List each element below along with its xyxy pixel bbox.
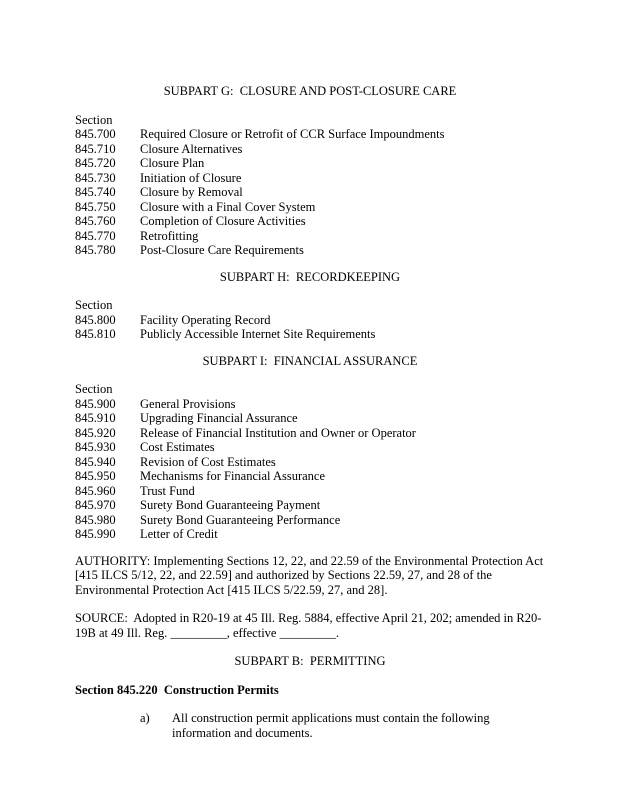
section-number: 845.950 bbox=[75, 469, 116, 483]
section-title: Letter of Credit bbox=[140, 527, 218, 541]
section-title: Retrofitting bbox=[140, 228, 199, 243]
authority-paragraph: AUTHORITY: Implementing Sections 12, 22, and 22.59 of the Environmental Protection Act [415 ILCS 5/12, 22, and 22.59] and authorized by Sections 22.59, 27, and 28 of the Environmental Protection Act [415 ILCS 5/22.59, 27, and 28]. bbox=[75, 553, 547, 597]
section-title: Closure Alternatives bbox=[140, 141, 243, 156]
section-title: Release of Financial Institution and Owner or Operator bbox=[140, 425, 416, 440]
section-number: 845.920 bbox=[75, 425, 116, 440]
section-number: 845.990 bbox=[75, 527, 116, 541]
section-number: 845.940 bbox=[75, 454, 116, 469]
section-label: Section bbox=[75, 112, 113, 127]
section-title: Publicly Accessible Internet Site Requirements bbox=[140, 327, 376, 341]
section-title: Cost Estimates bbox=[140, 440, 215, 454]
list-item-label: a) bbox=[140, 711, 150, 725]
toc-row bbox=[75, 426, 545, 441]
list-item-a bbox=[140, 711, 545, 740]
section-title: Mechanisms for Financial Assurance bbox=[140, 469, 326, 483]
toc-row bbox=[75, 127, 545, 142]
subpart-h bbox=[75, 270, 545, 342]
section-number: 845.710 bbox=[75, 141, 116, 156]
subpart-b-heading: SUBPART B: PERMITTING bbox=[234, 654, 386, 668]
toc-row bbox=[75, 411, 545, 426]
section-title: Post-Closure Care Requirements bbox=[140, 243, 304, 257]
section-title: Surety Bond Guaranteeing Performance bbox=[140, 512, 341, 527]
section-title: Completion of Closure Activities bbox=[140, 214, 306, 228]
toc-row bbox=[75, 397, 545, 412]
section-number: 845.910 bbox=[75, 411, 116, 425]
toc-row bbox=[75, 527, 545, 542]
section-title: Facility Operating Record bbox=[140, 312, 271, 327]
toc-row bbox=[75, 469, 545, 484]
toc-row bbox=[75, 156, 545, 171]
section-number: 845.760 bbox=[75, 214, 116, 228]
section-title: Closure by Removal bbox=[140, 185, 243, 199]
section-title: Closure with a Final Cover System bbox=[140, 199, 316, 214]
section-title: Upgrading Financial Assurance bbox=[140, 411, 298, 425]
toc-row bbox=[75, 142, 545, 157]
section-number: 845.750 bbox=[75, 199, 116, 214]
section-number: 845.730 bbox=[75, 170, 116, 185]
toc-row bbox=[75, 513, 545, 528]
section-number: 845.740 bbox=[75, 185, 116, 199]
toc-row bbox=[75, 243, 545, 258]
subpart-h-heading: SUBPART H: RECORDKEEPING bbox=[219, 269, 401, 284]
section-number: 845.980 bbox=[75, 512, 116, 527]
section-number: 845.970 bbox=[75, 498, 116, 512]
section-title: Closure Plan bbox=[140, 156, 205, 170]
section-number: 845.780 bbox=[75, 243, 116, 257]
section-title: Required Closure or Retrofit of CCR Surface Impoundments bbox=[140, 127, 445, 141]
toc-row bbox=[75, 229, 545, 244]
section-number: 845.720 bbox=[75, 156, 116, 170]
section-title: Initiation of Closure bbox=[140, 170, 242, 185]
section-label: Section bbox=[75, 298, 113, 312]
toc-row bbox=[75, 327, 545, 342]
section-number: 845.930 bbox=[75, 440, 116, 454]
section-number: 845.810 bbox=[75, 327, 116, 341]
construction-permits-heading: Section 845.220 Construction Permits bbox=[75, 682, 279, 697]
list-item-text: All construction permit applications must contain the following information and documents. bbox=[172, 711, 490, 740]
source-paragraph: SOURCE: Adopted in R20-19 at 45 Ill. Reg. 5884, effective April 21, 202; amended in R20-19B at 49 Ill. Reg. _________, effective _________. bbox=[75, 611, 542, 640]
toc-row bbox=[75, 455, 545, 470]
section-number: 845.960 bbox=[75, 483, 116, 498]
section-title: General Provisions bbox=[140, 396, 236, 411]
toc-row bbox=[75, 214, 545, 229]
toc-row bbox=[75, 440, 545, 455]
toc-row bbox=[75, 200, 545, 215]
section-title: Trust Fund bbox=[140, 483, 195, 498]
section-title: Surety Bond Guaranteeing Payment bbox=[140, 498, 321, 512]
section-number: 845.900 bbox=[75, 396, 116, 411]
section-number: 845.800 bbox=[75, 312, 116, 327]
section-title: Revision of Cost Estimates bbox=[140, 454, 276, 469]
toc-row bbox=[75, 498, 545, 513]
subpart-g-heading: SUBPART G: CLOSURE AND POST-CLOSURE CARE bbox=[163, 84, 457, 98]
section-label: Section bbox=[75, 382, 113, 396]
subpart-i-heading: SUBPART I: FINANCIAL ASSURANCE bbox=[202, 353, 418, 368]
section-number: 845.770 bbox=[75, 228, 116, 243]
toc-row bbox=[75, 313, 545, 328]
toc-row bbox=[75, 484, 545, 499]
subpart-g bbox=[75, 84, 545, 258]
toc-row bbox=[75, 185, 545, 200]
subpart-i bbox=[75, 354, 545, 542]
toc-row bbox=[75, 171, 545, 186]
section-number: 845.700 bbox=[75, 127, 116, 141]
